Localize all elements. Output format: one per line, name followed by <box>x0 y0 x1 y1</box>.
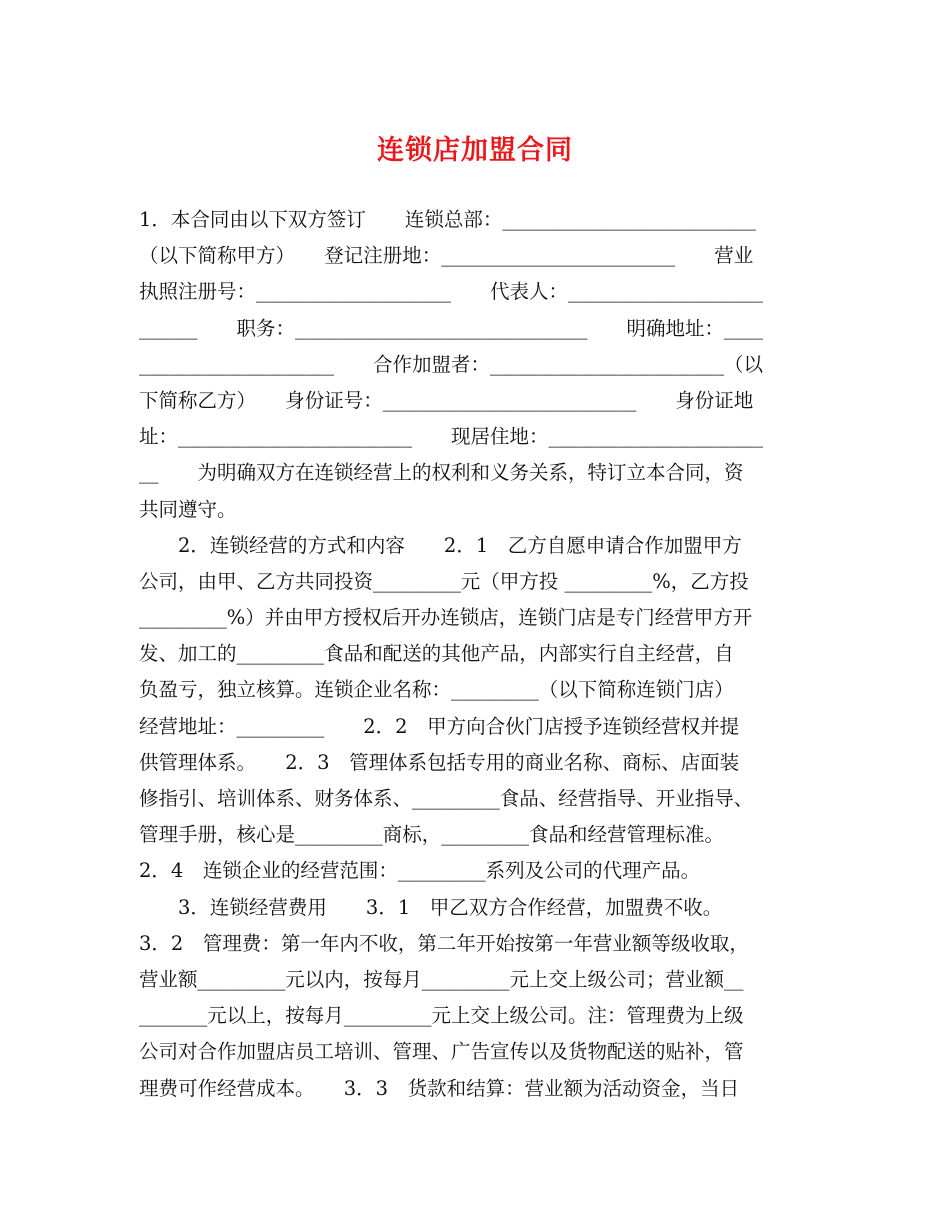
text-line: 理费可作经营成本。 3．3 货款和结算：营业额为活动资金，当日 <box>139 1076 740 1100</box>
text-line: ____________________ 合作加盟者：________________________（以 <box>139 352 764 376</box>
text-line: 管理手册，核心是_________商标，_________食品和经营管理标准。 <box>139 823 725 847</box>
text-line: 下简称乙方） 身份证号：__________________________ 身份证地 <box>139 388 754 412</box>
text-line: _________%）并由甲方授权后开办连锁店，连锁门店是专门经营甲方开 <box>139 606 753 630</box>
text-line: 3．连锁经营费用 3．1 甲乙双方合作经营，加盟费不收。 <box>139 895 723 919</box>
text-line: 公司对合作加盟店员工培训、管理、广告宣传以及货物配送的贴补，管 <box>139 1040 744 1064</box>
text-line: 负盈亏，独立核算。连锁企业名称：_________（以下简称连锁门店） <box>139 678 734 702</box>
text-line: 1．本合同由以下双方签订 连锁总部：__________________________ <box>139 208 756 231</box>
text-line: 经营地址：_________ 2．2 甲方向合伙门店授予连锁经营权并提 <box>139 714 740 738</box>
text-line: 供管理体系。 2．3 管理体系包括专用的商业名称、商标、店面装 <box>139 750 740 774</box>
text-line: 2．4 连锁企业的经营范围：_________系列及公司的代理产品。 <box>139 859 701 883</box>
text-line: 公司，由甲、乙方共同投资_________元（甲方投 _________%，乙方投 <box>139 569 749 593</box>
contract-body <box>139 202 812 1107</box>
document-title: 连锁店加盟合同 <box>377 135 573 166</box>
text-line: （以下简称甲方） 登记注册地：________________________ 营业 <box>139 244 754 268</box>
text-line: __ 为明确双方在连锁经营上的权利和义务关系，特订立本合同，资 <box>139 461 744 485</box>
text-line: 执照注册号：____________________ 代表人：____________________ <box>139 280 764 304</box>
text-line: 3．2 管理费：第一年内不收，第二年开始按第一年营业额等级收取， <box>139 931 749 955</box>
text-line: ______ 职务：______________________________ 明确地址：____ <box>139 316 764 340</box>
text-line: 营业额_________元以内，按每月_________元上交上级公司；营业额__ <box>139 967 744 991</box>
text-line: 共同遵守。 <box>139 497 237 521</box>
text-line: 址：________________________ 现居住地：______________________ <box>139 425 764 449</box>
text-line: 发、加工的_________食品和配送的其他产品，内部实行自主经营，自 <box>139 642 734 666</box>
text-line: 修指引、培训体系、财务体系、_________食品、经营指导、开业指导、 <box>139 787 754 810</box>
text-line: 2．连锁经营的方式和内容 2．1 乙方自愿申请合作加盟甲方 <box>139 533 742 557</box>
text-line: _______元以上，按每月_________元上交上级公司。注：管理费为上级 <box>139 1004 744 1028</box>
